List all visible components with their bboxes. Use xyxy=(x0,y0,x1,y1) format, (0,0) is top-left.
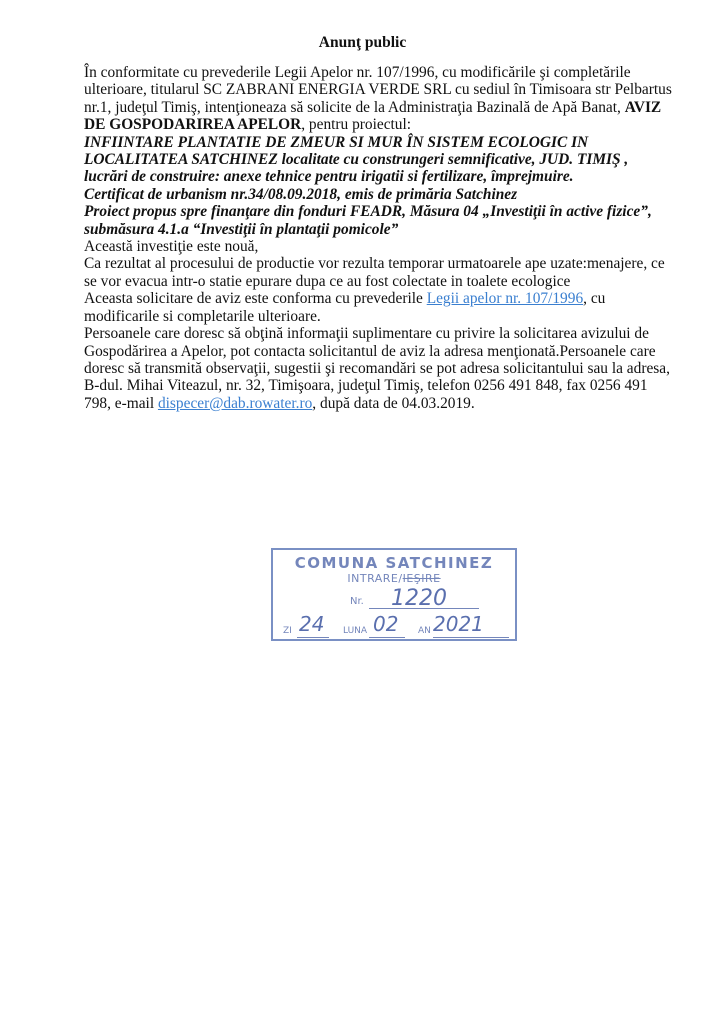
stamp-luna-line xyxy=(369,637,405,638)
conformity-text: Aceasta solicitare de aviz este conforma cu prevederile xyxy=(84,290,427,308)
project-title: INFIINTARE PLANTATIE DE ZMEUR SI MUR ÎN SISTEM ECOLOGIC IN LOCALITATEA SATCHINEZ localitate cu construngeri semnificative, JUD. TIMIŞ , lucrări de construire: anexe tehnice pentru irigatii si fertilizare, împrejmuire. xyxy=(84,133,629,186)
page-title: Anunţ public xyxy=(318,34,407,51)
contact-date: , după data de 04.03.2019. xyxy=(312,394,475,412)
intro-text: În conformitate cu prevederile Legii Apelor nr. 107/1996, cu modificările şi completările ulterioare, titularul SC ZABRANI ENERGIA VERDE SRL cu sediul în Timisoara str Pelbartus nr.1, judeţul Timiş, intenţioneaza să solicite de la Administraţia Bazinală de Apă Banat, xyxy=(84,64,672,116)
funding-info: Proiect propus spre finanţare din fonduri FEADR, Măsura 04 „Investiţii în active fizice”, submăsura 4.1.a “Investiţii în plantaţii pomicole” xyxy=(84,203,652,238)
stamp-exit: IEŞIRE xyxy=(402,572,441,585)
stamp-nr-value: 1220 xyxy=(391,586,447,611)
paragraph-intro xyxy=(84,64,674,238)
stamp-an-line xyxy=(433,637,509,638)
stamp-an-value: 2021 xyxy=(433,612,484,636)
stamp-entry: INTRARE/ xyxy=(347,572,403,585)
stamp-an-label: AN xyxy=(418,626,431,636)
stamp-luna-label: LUNA xyxy=(343,626,368,636)
stamp-luna-value: 02 xyxy=(373,612,399,636)
stamp-zi-label: ZI xyxy=(283,626,292,636)
registration-stamp xyxy=(271,548,517,641)
stamp-entry-exit xyxy=(273,572,515,585)
stamp-nr-label: Nr. xyxy=(350,596,364,607)
document-body xyxy=(84,64,674,412)
contact-text: Persoanele care doresc să obţină informaţii suplimentare cu privire la solicitarea avizului de Gospodărirea a Apelor, pot contacta solicitantul de aviz la adresa menţionată.Persoanele care doresc să transmită observaţii, sugestii şi recomandări se pot adresa solicitantului sau la adresa, B-dul. Mihai Viteazul, nr. 32, Timişoara, judeţul Timiş, telefon 0256 491 848, fax 0256 491 798, e-mail xyxy=(84,325,670,412)
aviz-type: AVIZ DE GOSPODARIREA APELOR xyxy=(84,98,662,134)
law-link[interactable]: Legii apelor nr. 107/1996 xyxy=(426,290,584,308)
paragraph-contact xyxy=(84,325,674,412)
paragraph-wastewater: Ca rezultat al procesului de productie vor rezulta temporar urmatoarele ape uzate:menajere, ce se vor evacua intr-o statie epurare dupa ce au fost colectate in toalete ecologice xyxy=(84,255,665,290)
stamp-zi-value: 24 xyxy=(299,612,325,636)
email-link[interactable]: dispecer@dab.rowater.ro xyxy=(157,394,313,412)
stamp-zi-line xyxy=(297,637,329,638)
paragraph-conformity xyxy=(84,290,674,325)
stamp-commune-name: COMUNA SATCHINEZ xyxy=(294,554,494,572)
conformity-text-end: , cu modificarile si completarile ulterioare. xyxy=(84,290,606,325)
urbanism-certificate: Certificat de urbanism nr.34/08.09.2018, emis de primăria Satchinez xyxy=(84,185,518,203)
paragraph-new-investment: Această investiţie este nouă, xyxy=(84,238,259,256)
intro-continuation: , pentru proiectul: xyxy=(301,116,412,134)
